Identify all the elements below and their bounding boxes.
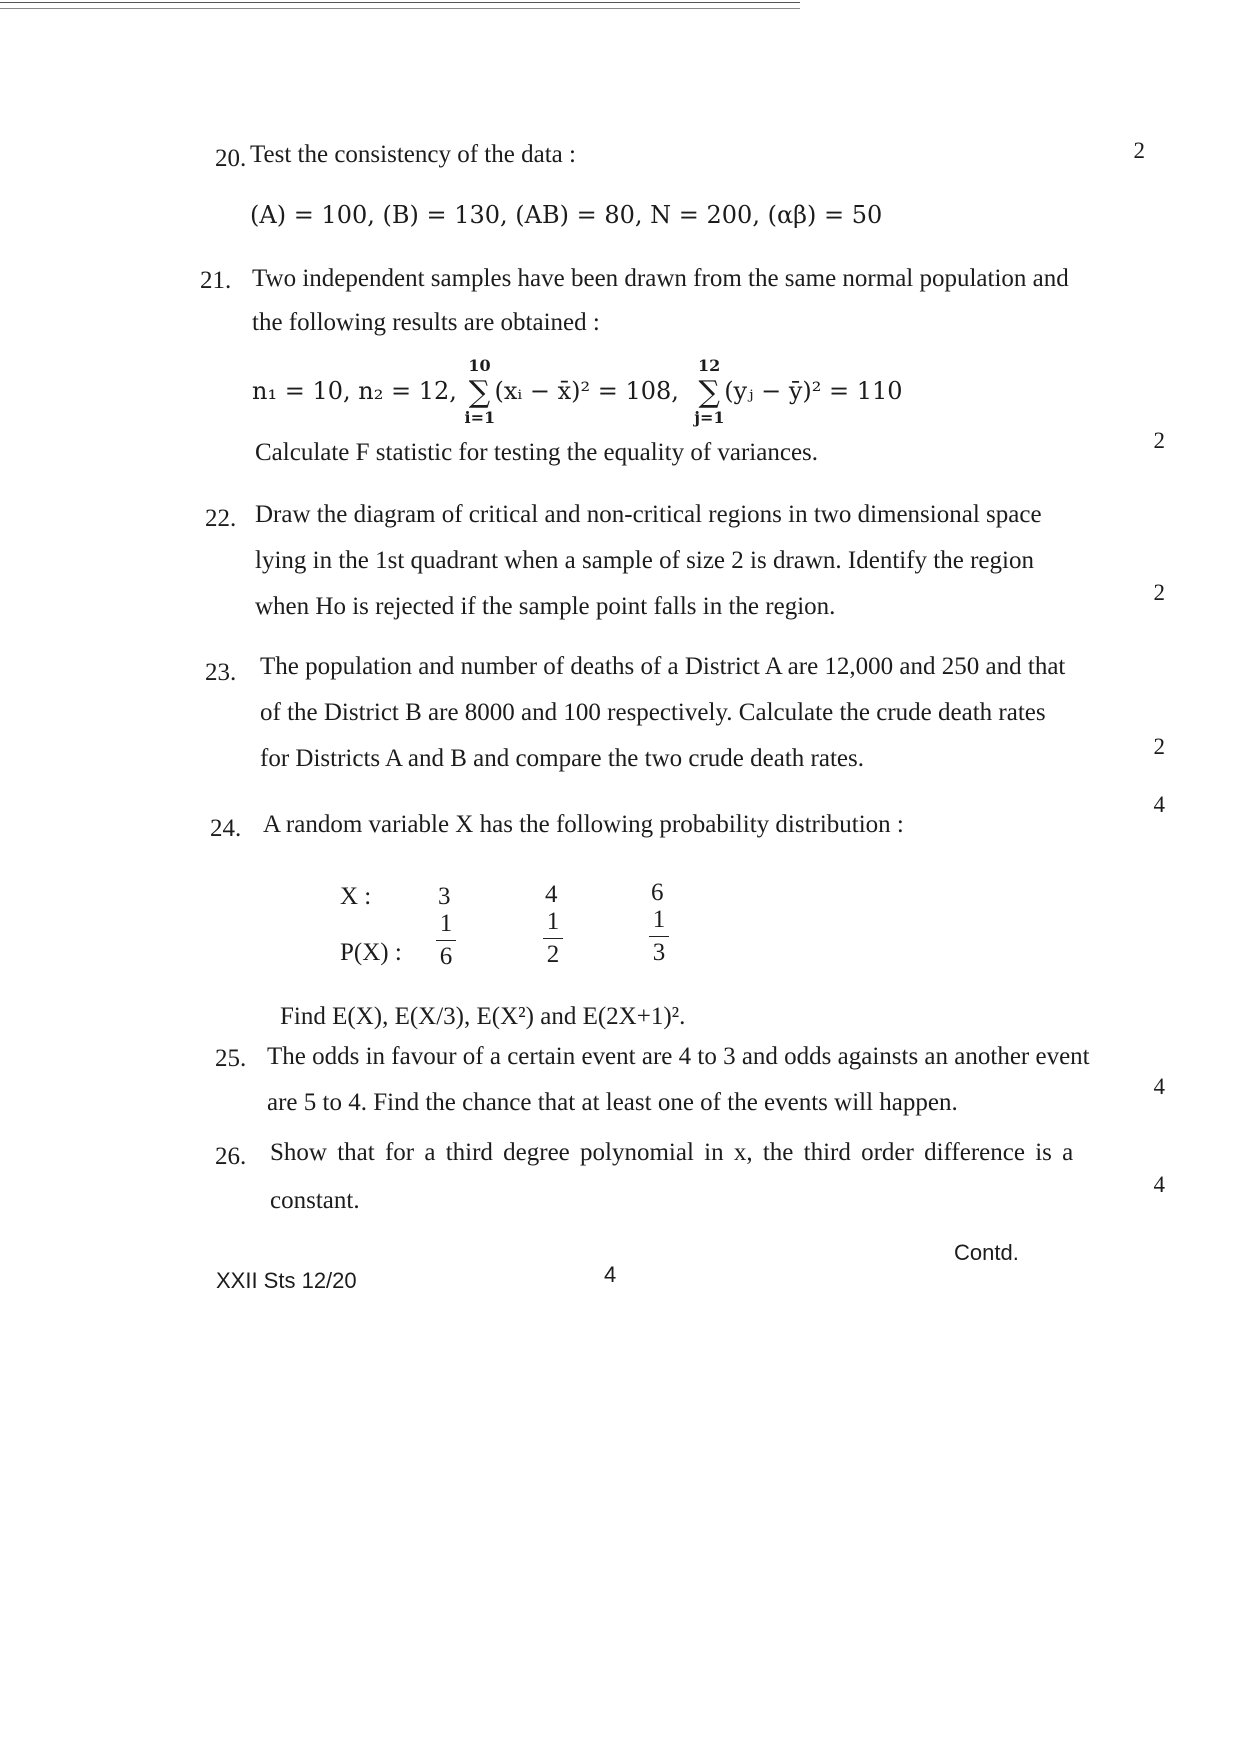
question-text: of the District B are 8000 and 100 respectively. Calculate the crude death rates [260,699,1046,726]
question-22 [205,482,1165,632]
question-text: Test the consistency of the data : [250,141,576,168]
question-number: 23. [205,659,237,686]
dist-x-label: X : [340,883,372,910]
question-text: the following results are obtained : [252,309,600,336]
question-formula [252,355,903,427]
summation-symbol: ∑ 10 i=1 [464,355,496,427]
question-find: Find E(X), E(X/3), E(X²) and E(2X+1)². [280,1003,686,1030]
question-26 [215,1118,1165,1218]
dist-x-value: 3 [438,883,451,910]
question-text: for Districts A and B and compare the two crude death rates. [260,745,864,772]
footer-code: XXII Sts 12/20 [216,1268,357,1293]
question-text: The odds in favour of a certain event are 4 to 3 and odds againsts an another event [267,1043,1090,1070]
formula-sum-x: (xᵢ − x̄)² = 108, [494,377,679,405]
formula-sum-y: (yⱼ − ȳ)² = 110 [724,377,903,405]
question-marks: 2 [1153,734,1165,759]
dist-p-label: P(X) : [340,939,402,966]
question-number: 21. [200,267,232,294]
question-text: constant. [270,1187,360,1214]
question-number: 20. [215,145,247,172]
top-rule [0,8,800,9]
question-text: are 5 to 4. Find the chance that at least one of the events will happen. [267,1089,958,1116]
question-text: The population and number of deaths of a District A are 12,000 and 250 and that [260,653,1066,680]
dist-p-value: 1 2 [538,908,568,969]
footer-contd: Contd. [954,1240,1019,1265]
summation-symbol: ∑ 12 j=1 [694,355,725,427]
question-text: A random variable X has the following probability distribution : [263,811,904,838]
question-21 [200,244,1165,480]
question-formula: (A) = 100, (B) = 130, (AB) = 80, N = 200, (αβ) = 50 [250,201,883,229]
question-number: 22. [205,505,237,532]
dist-x-value: 6 [651,879,664,906]
question-number: 26. [215,1143,247,1170]
question-text: when Ho is rejected if the sample point falls in the region. [255,593,836,620]
question-marks: 4 [1153,1074,1165,1099]
question-marks: 2 [1133,138,1145,163]
question-number: 25. [215,1045,247,1072]
question-marks: 2 [1153,580,1165,605]
question-25 [215,1020,1165,1120]
dist-x-value: 4 [545,881,558,908]
top-rule [0,2,800,3]
question-text: Draw the diagram of critical and non-critical regions in two dimensional space [255,501,1042,528]
question-marks: 2 [1153,428,1165,453]
dist-p-value: 1 3 [644,906,674,967]
question-23 [205,632,1165,782]
question-text: Two independent samples have been drawn from the same normal population and [252,265,1069,292]
footer-page-number: 4 [604,1262,617,1287]
question-24 [210,770,1165,1030]
question-number: 24. [210,815,242,842]
formula-sample-sizes: n₁ = 10, n₂ = 12, [252,377,457,405]
question-20 [215,124,1145,244]
question-marks: 4 [1153,792,1165,817]
dist-p-value: 1 6 [431,910,461,971]
question-text: Show that for a third degree polynomial in x, the third order difference is a [270,1139,1074,1166]
question-text: Calculate F statistic for testing the equality of variances. [255,439,819,466]
question-text: lying in the 1st quadrant when a sample of size 2 is drawn. Identify the region [255,547,1034,574]
question-marks: 4 [1153,1172,1165,1197]
